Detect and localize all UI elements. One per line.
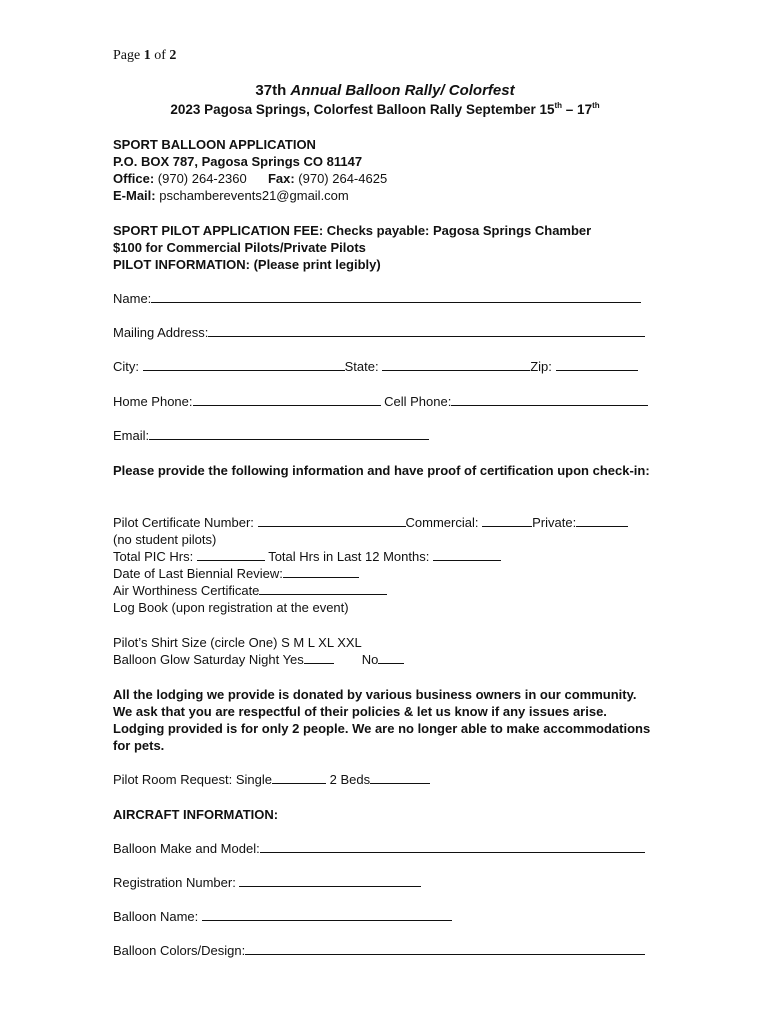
name-field[interactable]: Name: [113,290,641,308]
certification-block: Pilot Certificate Number: Commercial: Private: (no student pilots) Total PIC Hrs: Total Hrs in Last 12 Months: Date of Last Biennial Review: Air Worthiness Certificate Log Book (upon registration at the event) [113,514,628,616]
biennial-field[interactable]: Date of Last Biennial Review: [113,565,628,582]
shirt-size[interactable]: Pilot’s Shirt Size (circle One) S M L XL XXL [113,635,362,650]
room-request-field[interactable]: Pilot Room Request: Single 2 Beds [113,771,430,789]
phone-line: Office: (970) 264-2360 Fax: (970) 264-4625 [113,171,388,186]
balloon-name-field[interactable]: Balloon Name: [113,908,452,926]
balloon-glow-field[interactable]: Balloon Glow Saturday Night Yes No [113,651,404,668]
page-number: Page 1 of 2 [113,48,177,63]
registration-field[interactable]: Registration Number: [113,874,421,892]
make-model-field[interactable]: Balloon Make and Model: [113,840,645,858]
application-heading: SPORT BALLOON APPLICATION [113,137,316,152]
balloon-colors-field[interactable]: Balloon Colors/Design: [113,942,645,960]
mailing-address: P.O. BOX 787, Pagosa Springs CO 81147 [113,154,363,169]
aircraft-heading: AIRCRAFT INFORMATION: [113,807,279,822]
phone-fields[interactable]: Home Phone: Cell Phone: [113,393,648,411]
shirt-block [113,634,404,668]
certification-notice: Please provide the following information and have proof of certification upon check-in: [113,463,650,478]
email-field[interactable]: Email: [113,427,429,445]
pilot-cert-field[interactable]: Pilot Certificate Number: Commercial: Private: [113,514,628,531]
fee-block: SPORT PILOT APPLICATION FEE: Checks payable: Pagosa Springs Chamber $100 for Commercial Pilots/Private Pilots PILOT INFORMATION: (Please print legibly) [113,223,592,272]
event-title: 37th Annual Balloon Rally/ Colorfest [255,82,515,99]
mailing-address-field[interactable]: Mailing Address: [113,324,645,342]
contact-block [113,136,387,204]
email-line: E-Mail: pschamberevents21@gmail.com [113,188,349,203]
event-subtitle: 2023 Pagosa Springs, Colorfest Balloon Rally September 15th – 17th [170,101,600,117]
airworthiness-field[interactable]: Air Worthiness Certificate [113,582,628,599]
hours-field[interactable]: Total PIC Hrs: Total Hrs in Last 12 Months: [113,548,628,565]
lodging-notice: All the lodging we provide is donated by various business owners in our community. We ask that you are respectful of their policies & let us know if any issues arise. Lodging provided is for only 2 people. We are no longer able to make accommodations for pets. [113,687,651,753]
city-state-zip-field[interactable]: City: State: Zip: [113,358,638,376]
